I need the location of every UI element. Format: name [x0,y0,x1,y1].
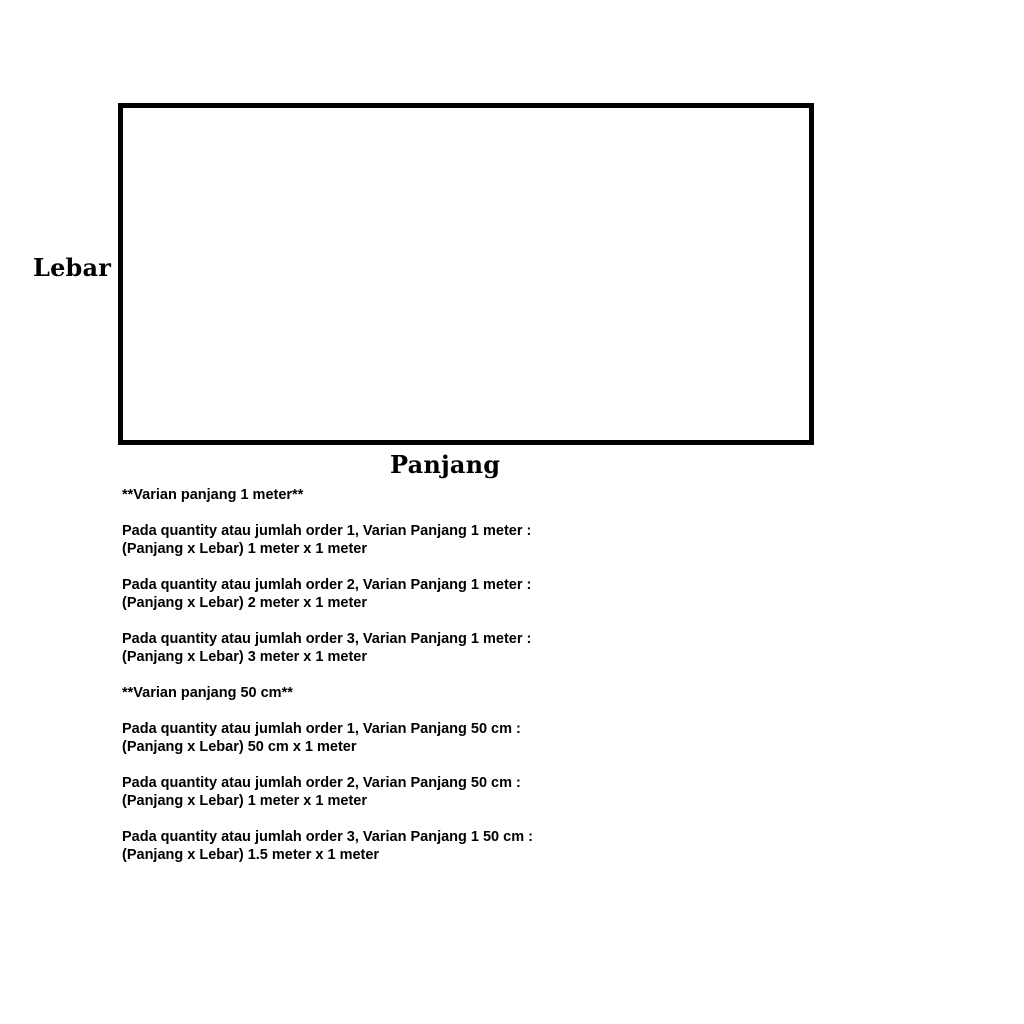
entry-order-line: Pada quantity atau jumlah order 2, Varian Panjang 50 cm : [122,775,521,791]
entry-order-line: Pada quantity atau jumlah order 1, Varian Panjang 1 meter : [122,523,532,539]
entry-order-line: Pada quantity atau jumlah order 2, Varian Panjang 1 meter : [122,577,532,593]
list-item [122,774,822,810]
dimension-rectangle [118,103,814,445]
entry-order-line: Pada quantity atau jumlah order 3, Varian Panjang 1 meter : [122,631,532,647]
list-item [122,576,822,612]
length-label: Panjang [390,450,501,479]
width-label: Lebar [33,253,112,282]
entry-order-line: Pada quantity atau jumlah order 3, Varian Panjang 1 50 cm : [122,829,533,845]
list-item [122,828,822,864]
entry-size-line: (Panjang x Lebar) 1.5 meter x 1 meter [122,847,380,863]
section-title: **Varian panjang 1 meter** [122,487,304,503]
variant-notes [122,486,822,882]
section-50-cm [122,684,822,864]
section-1-meter [122,486,822,666]
list-item [122,630,822,666]
list-item [122,720,822,756]
entry-order-line: Pada quantity atau jumlah order 1, Varian Panjang 50 cm : [122,721,521,737]
entry-size-line: (Panjang x Lebar) 2 meter x 1 meter [122,595,367,611]
entry-size-line: (Panjang x Lebar) 1 meter x 1 meter [122,793,367,809]
entry-size-line: (Panjang x Lebar) 50 cm x 1 meter [122,739,357,755]
list-item [122,522,822,558]
section-title: **Varian panjang 50 cm** [122,685,293,701]
entry-size-line: (Panjang x Lebar) 1 meter x 1 meter [122,541,367,557]
entry-size-line: (Panjang x Lebar) 3 meter x 1 meter [122,649,367,665]
